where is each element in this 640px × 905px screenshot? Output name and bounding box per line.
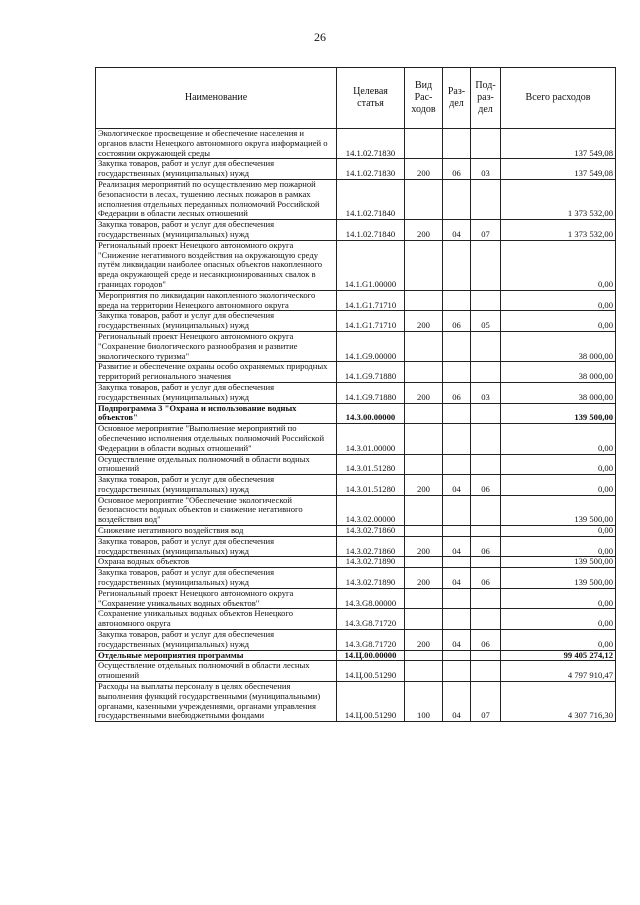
row-subsection	[471, 331, 501, 361]
row-section	[443, 526, 471, 537]
row-target-code: 14.1.02.71840	[337, 220, 405, 241]
row-expense-type: 200	[405, 220, 443, 241]
row-amount: 0,00	[501, 526, 616, 537]
row-section: 06	[443, 311, 471, 332]
row-subsection: 06	[471, 568, 501, 589]
row-subsection	[471, 179, 501, 219]
row-subsection	[471, 403, 501, 424]
row-expense-type: 200	[405, 159, 443, 180]
table-row	[96, 609, 616, 630]
row-subsection: 06	[471, 536, 501, 557]
row-expense-type	[405, 424, 443, 454]
row-subsection	[471, 557, 501, 568]
table-row	[96, 557, 616, 568]
row-target-code: 14.3.02.71890	[337, 557, 405, 568]
row-section	[443, 557, 471, 568]
row-subsection	[471, 650, 501, 661]
row-subsection: 06	[471, 475, 501, 496]
header-row	[96, 68, 616, 129]
row-subsection: 07	[471, 682, 501, 722]
row-name: Основное мероприятие "Выполнение мероприятий по обеспечению исполнения отдельных полномочий Российской Федерации в области водных отношений"	[96, 424, 337, 454]
row-name: Закупка товаров, работ и услуг для обеспечения государственных (муниципальных) нужд	[96, 475, 337, 496]
row-expense-type	[405, 240, 443, 290]
row-subsection	[471, 290, 501, 311]
row-name: Мероприятия по ликвидации накопленного экологического вреда на территории Ненецкого автономного округа	[96, 290, 337, 311]
row-name: Основное мероприятие "Обеспечение экологической безопасности водных объектов и снижение негативного воздействия вод"	[96, 495, 337, 525]
row-name: Закупка товаров, работ и услуг для обеспечения государственных (муниципальных) нужд	[96, 382, 337, 403]
table-row	[96, 588, 616, 609]
row-section	[443, 495, 471, 525]
row-section	[443, 240, 471, 290]
row-name: Снижение негативного воздействия вод	[96, 526, 337, 537]
row-section	[443, 650, 471, 661]
row-section: 04	[443, 536, 471, 557]
budget-table	[95, 67, 616, 722]
row-target-code: 14.Ц.00.00000	[337, 650, 405, 661]
row-amount: 1 373 532,00	[501, 179, 616, 219]
table-row	[96, 650, 616, 661]
row-target-code: 14.1.G9.71880	[337, 362, 405, 383]
row-name: Отдельные мероприятия программы	[96, 650, 337, 661]
row-name: Охрана водных объектов	[96, 557, 337, 568]
row-name: Закупка товаров, работ и услуг для обеспечения государственных (муниципальных) нужд	[96, 220, 337, 241]
row-name: Реализация мероприятий по осуществлению мер пожарной безопасности в лесах, тушению лесных пожаров в рамках исполнения отдельных переданных полномочий Российской Федерации в области лесных отношений	[96, 179, 337, 219]
table-row	[96, 661, 616, 682]
row-amount: 137 549,08	[501, 129, 616, 159]
table-row	[96, 311, 616, 332]
row-amount: 0,00	[501, 536, 616, 557]
table-row	[96, 454, 616, 475]
row-expense-type: 200	[405, 475, 443, 496]
row-expense-type	[405, 362, 443, 383]
row-amount: 4 797 910,47	[501, 661, 616, 682]
row-name: Осуществление отдельных полномочий в области водных отношений	[96, 454, 337, 475]
row-subsection	[471, 454, 501, 475]
table-row	[96, 526, 616, 537]
row-section	[443, 403, 471, 424]
row-target-code: 14.3.G8.00000	[337, 588, 405, 609]
row-expense-type	[405, 588, 443, 609]
row-amount: 0,00	[501, 240, 616, 290]
row-name: Сохранение уникальных водных объектов Ненецкого автономного округа	[96, 609, 337, 630]
row-section: 04	[443, 568, 471, 589]
table-row	[96, 240, 616, 290]
row-target-code: 14.1.02.71840	[337, 179, 405, 219]
row-name: Закупка товаров, работ и услуг для обеспечения государственных (муниципальных) нужд	[96, 536, 337, 557]
row-section	[443, 454, 471, 475]
row-subsection: 06	[471, 630, 501, 651]
row-subsection	[471, 129, 501, 159]
row-amount: 38 000,00	[501, 331, 616, 361]
row-expense-type: 200	[405, 568, 443, 589]
row-subsection: 05	[471, 311, 501, 332]
row-expense-type	[405, 129, 443, 159]
row-expense-type	[405, 609, 443, 630]
table-row	[96, 220, 616, 241]
row-amount: 0,00	[501, 454, 616, 475]
row-target-code: 14.1.02.71830	[337, 159, 405, 180]
row-amount: 139 500,00	[501, 568, 616, 589]
table-row	[96, 495, 616, 525]
table-row	[96, 362, 616, 383]
row-expense-type	[405, 454, 443, 475]
row-name: Закупка товаров, работ и услуг для обеспечения государственных (муниципальных) нужд	[96, 311, 337, 332]
table-row	[96, 424, 616, 454]
row-name: Экологическое просвещение и обеспечение населения и органов власти Ненецкого автономного округа информацией о состоянии окружающей среды	[96, 129, 337, 159]
row-amount: 0,00	[501, 424, 616, 454]
row-target-code: 14.3.G8.71720	[337, 630, 405, 651]
row-expense-type	[405, 331, 443, 361]
row-section: 06	[443, 159, 471, 180]
row-section: 04	[443, 220, 471, 241]
table-row	[96, 290, 616, 311]
row-name: Развитие и обеспечение охраны особо охраняемых природных территорий регионального значения	[96, 362, 337, 383]
row-name: Осуществление отдельных полномочий в области лесных отношений	[96, 661, 337, 682]
row-target-code: 14.3.02.71860	[337, 536, 405, 557]
row-expense-type	[405, 179, 443, 219]
row-subsection	[471, 362, 501, 383]
row-target-code: 14.3.01.51280	[337, 454, 405, 475]
header-section: Раз- дел	[443, 68, 471, 129]
row-subsection	[471, 526, 501, 537]
row-section	[443, 424, 471, 454]
row-target-code: 14.3.02.71860	[337, 526, 405, 537]
row-name: Подпрограмма 3 "Охрана и использование водных объектов"	[96, 403, 337, 424]
row-expense-type	[405, 526, 443, 537]
row-amount: 0,00	[501, 609, 616, 630]
row-target-code: 14.3.01.51280	[337, 475, 405, 496]
row-section: 04	[443, 475, 471, 496]
row-expense-type: 200	[405, 630, 443, 651]
table-row	[96, 475, 616, 496]
row-subsection: 03	[471, 159, 501, 180]
row-amount: 137 549,08	[501, 159, 616, 180]
table-row	[96, 179, 616, 219]
table-row	[96, 403, 616, 424]
header-type: Вид Рас- ходов	[405, 68, 443, 129]
row-name: Расходы на выплаты персоналу в целях обеспечения выполнения функций государственными (муниципальными) органами, казенными учреждениями, органами управления государственными внебюджетными фондами	[96, 682, 337, 722]
row-expense-type	[405, 661, 443, 682]
row-subsection	[471, 588, 501, 609]
row-name: Региональный проект Ненецкого автономного округа "Сохранение биологического разнообразия и развитие экологического туризма"	[96, 331, 337, 361]
row-amount: 139 500,00	[501, 495, 616, 525]
row-expense-type	[405, 290, 443, 311]
row-name: Закупка товаров, работ и услуг для обеспечения государственных (муниципальных) нужд	[96, 630, 337, 651]
row-expense-type	[405, 650, 443, 661]
header-target: Целевая статья	[337, 68, 405, 129]
row-section	[443, 290, 471, 311]
table-row	[96, 129, 616, 159]
page-number: 26	[314, 30, 326, 44]
header-total: Всего расходов	[501, 68, 616, 129]
row-amount: 139 500,00	[501, 557, 616, 568]
row-expense-type: 200	[405, 382, 443, 403]
row-subsection	[471, 495, 501, 525]
table-row	[96, 159, 616, 180]
row-amount: 38 000,00	[501, 382, 616, 403]
table-row	[96, 682, 616, 722]
row-expense-type: 100	[405, 682, 443, 722]
row-expense-type	[405, 403, 443, 424]
row-amount: 38 000,00	[501, 362, 616, 383]
row-amount: 4 307 716,30	[501, 682, 616, 722]
row-section	[443, 362, 471, 383]
row-section	[443, 661, 471, 682]
row-subsection: 03	[471, 382, 501, 403]
row-section: 04	[443, 682, 471, 722]
row-target-code: 14.3.G8.71720	[337, 609, 405, 630]
row-target-code: 14.1.02.71830	[337, 129, 405, 159]
row-target-code: 14.1.G1.00000	[337, 240, 405, 290]
row-amount: 99 405 274,12	[501, 650, 616, 661]
row-subsection	[471, 424, 501, 454]
row-section	[443, 179, 471, 219]
table-row	[96, 630, 616, 651]
row-expense-type	[405, 495, 443, 525]
row-section	[443, 609, 471, 630]
row-target-code: 14.Ц.00.51290	[337, 682, 405, 722]
row-target-code: 14.3.00.00000	[337, 403, 405, 424]
row-section	[443, 331, 471, 361]
row-name: Закупка товаров, работ и услуг для обеспечения государственных (муниципальных) нужд	[96, 568, 337, 589]
row-target-code: 14.3.02.00000	[337, 495, 405, 525]
row-expense-type: 200	[405, 536, 443, 557]
header-subsection: Под- раз- дел	[471, 68, 501, 129]
row-section: 06	[443, 382, 471, 403]
row-amount: 0,00	[501, 290, 616, 311]
row-target-code: 14.3.01.00000	[337, 424, 405, 454]
row-subsection	[471, 661, 501, 682]
table-row	[96, 536, 616, 557]
row-section: 04	[443, 630, 471, 651]
table-row	[96, 568, 616, 589]
row-target-code: 14.3.02.71890	[337, 568, 405, 589]
row-amount: 0,00	[501, 475, 616, 496]
row-amount: 1 373 532,00	[501, 220, 616, 241]
row-target-code: 14.1.G1.71710	[337, 311, 405, 332]
row-name: Региональный проект Ненецкого автономного округа "Снижение негативного воздействия на окружающую среду путём ликвидации наиболее опасных объектов накопленного вреда окружающей среде и несанкционированных свалок в границах городов"	[96, 240, 337, 290]
row-subsection: 07	[471, 220, 501, 241]
header-name: Наименование	[96, 68, 337, 129]
row-section	[443, 129, 471, 159]
row-section	[443, 588, 471, 609]
row-amount: 0,00	[501, 311, 616, 332]
table-row	[96, 331, 616, 361]
row-target-code: 14.Ц.00.51290	[337, 661, 405, 682]
row-subsection	[471, 240, 501, 290]
row-amount: 0,00	[501, 630, 616, 651]
row-amount: 0,00	[501, 588, 616, 609]
row-target-code: 14.1.G9.71880	[337, 382, 405, 403]
row-expense-type	[405, 557, 443, 568]
row-name: Закупка товаров, работ и услуг для обеспечения государственных (муниципальных) нужд	[96, 159, 337, 180]
table-row	[96, 382, 616, 403]
row-expense-type: 200	[405, 311, 443, 332]
row-subsection	[471, 609, 501, 630]
row-amount: 139 500,00	[501, 403, 616, 424]
row-target-code: 14.1.G9.00000	[337, 331, 405, 361]
row-name: Региональный проект Ненецкого автономного округа "Сохранение уникальных водных объектов"	[96, 588, 337, 609]
row-target-code: 14.1.G1.71710	[337, 290, 405, 311]
